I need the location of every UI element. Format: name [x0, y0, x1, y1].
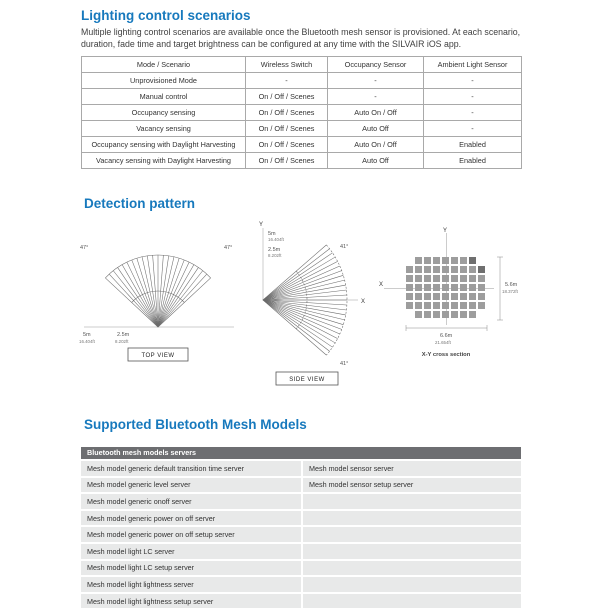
table-cell: Auto Off: [328, 121, 424, 137]
angle-label-top: 41°: [340, 244, 349, 250]
mesh-model-cell: Mesh model sensor server: [301, 461, 521, 476]
table-cell: Enabled: [424, 153, 522, 169]
side-view-label: SIDE VIEW: [289, 377, 325, 383]
scenarios-header-row: [82, 57, 522, 73]
cross-section-caption: X-Y cross section: [421, 352, 471, 358]
mesh-table-row: [81, 594, 521, 609]
table-cell: On / Off / Scenes: [246, 137, 328, 153]
table-cell: Auto Off: [328, 153, 424, 169]
section-title-mesh-models: Supported Bluetooth Mesh Models: [84, 417, 307, 432]
mesh-table-row: [81, 478, 521, 493]
mesh-table-row: [81, 494, 521, 509]
mesh-table-row: [81, 544, 521, 559]
col-header-wireless-switch: Wireless Switch: [246, 57, 328, 73]
mesh-model-cell: Mesh model generic default transition time server: [81, 461, 301, 476]
table-cell: Unprovisioned Mode: [82, 73, 246, 89]
mesh-table-row: [81, 461, 521, 476]
distance-label: 5m: [83, 332, 91, 338]
mesh-model-cell: [301, 544, 521, 559]
section-title-lighting: Lighting control scenarios: [81, 8, 251, 23]
cross-section-diagram: [378, 225, 528, 365]
table-cell: On / Off / Scenes: [246, 105, 328, 121]
distance-label: 5m: [268, 231, 276, 237]
table-cell: -: [424, 121, 522, 137]
table-cell: Vacancy sensing with Daylight Harvesting: [82, 153, 246, 169]
mesh-model-cell: [301, 577, 521, 592]
table-cell: Occupancy sensing with Daylight Harvesting: [82, 137, 246, 153]
x-axis-label: X: [379, 282, 384, 288]
table-row: [82, 153, 522, 169]
top-view-diagram: [78, 222, 240, 367]
x-axis-label: X: [361, 299, 366, 305]
top-view-label: TOP VIEW: [141, 353, 175, 359]
mesh-model-cell: [301, 561, 521, 576]
table-cell: On / Off / Scenes: [246, 153, 328, 169]
table-cell: -: [246, 73, 328, 89]
table-cell: Manual control: [82, 89, 246, 105]
col-header-occupancy-sensor: Occupancy Sensor: [328, 57, 424, 73]
table-cell: Occupancy sensing: [82, 105, 246, 121]
mesh-model-cell: Mesh model light lightness server: [81, 577, 301, 592]
width-label: 6.6m: [440, 333, 453, 339]
distance-label-ft: 8.202ft: [115, 339, 129, 344]
table-cell: -: [328, 73, 424, 89]
table-row: [82, 121, 522, 137]
table-cell: -: [424, 89, 522, 105]
mesh-model-cell: Mesh model generic onoff server: [81, 494, 301, 509]
mesh-model-cell: Mesh model light lightness setup server: [81, 594, 301, 609]
angle-label-right: 47°: [224, 245, 233, 251]
mesh-model-cell: [301, 511, 521, 526]
distance-label-ft: 16.404ft: [79, 339, 95, 344]
mesh-table-row: [81, 527, 521, 542]
angle-label-left: 47°: [80, 245, 89, 251]
distance-label: 2.5m: [268, 247, 281, 253]
table-cell: Vacancy sensing: [82, 121, 246, 137]
table-cell: On / Off / Scenes: [246, 89, 328, 105]
side-view-diagram: [248, 218, 370, 390]
distance-label-ft: 16.404ft: [268, 237, 284, 242]
y-axis-label: Y: [259, 222, 264, 228]
table-cell: Auto On / Off: [328, 105, 424, 121]
distance-label: 2.5m: [117, 332, 130, 338]
table-row: [82, 73, 522, 89]
height-label: 5.6m: [505, 282, 518, 288]
y-axis-label: Y: [443, 228, 448, 234]
mesh-model-cell: Mesh model generic power on off setup server: [81, 527, 301, 542]
mesh-model-cell: Mesh model generic power on off server: [81, 511, 301, 526]
detection-zone-grid: [406, 257, 485, 318]
mesh-model-cell: [301, 527, 521, 542]
height-label-ft: 18.372ft: [502, 289, 518, 294]
mesh-table-header: Bluetooth mesh models servers: [81, 447, 521, 459]
width-label-ft: 21.654ft: [435, 340, 451, 345]
mesh-model-cell: [301, 594, 521, 609]
distance-label-ft: 8.202ft: [268, 253, 282, 258]
table-row: [82, 137, 522, 153]
detection-fan: [263, 245, 347, 355]
mesh-model-cell: Mesh model sensor setup server: [301, 478, 521, 493]
mesh-models-table: [81, 459, 521, 610]
mesh-table-row: [81, 577, 521, 592]
scenarios-table: [81, 56, 522, 169]
lighting-intro-paragraph: Multiple lighting control scenarios are available once the Bluetooth mesh sensor is provisioned. At each scenario, duration, fade time and target brightness can be configured at any time with the SILVAIR iOS app.: [81, 27, 521, 50]
col-header-mode: Mode / Scenario: [82, 57, 246, 73]
table-cell: -: [424, 73, 522, 89]
mesh-model-cell: Mesh model light LC server: [81, 544, 301, 559]
table-cell: Enabled: [424, 137, 522, 153]
mesh-table-row: [81, 561, 521, 576]
table-cell: -: [424, 105, 522, 121]
table-row: [82, 89, 522, 105]
angle-label-bottom: 41°: [340, 361, 349, 367]
table-row: [82, 105, 522, 121]
col-header-ambient-light-sensor: Ambient Light Sensor: [424, 57, 522, 73]
mesh-model-cell: Mesh model light LC setup server: [81, 561, 301, 576]
table-cell: On / Off / Scenes: [246, 121, 328, 137]
mesh-table-row: [81, 511, 521, 526]
mesh-model-cell: Mesh model generic level server: [81, 478, 301, 493]
table-cell: Auto On / Off: [328, 137, 424, 153]
section-title-detection: Detection pattern: [84, 196, 196, 211]
mesh-model-cell: [301, 494, 521, 509]
table-cell: -: [328, 89, 424, 105]
